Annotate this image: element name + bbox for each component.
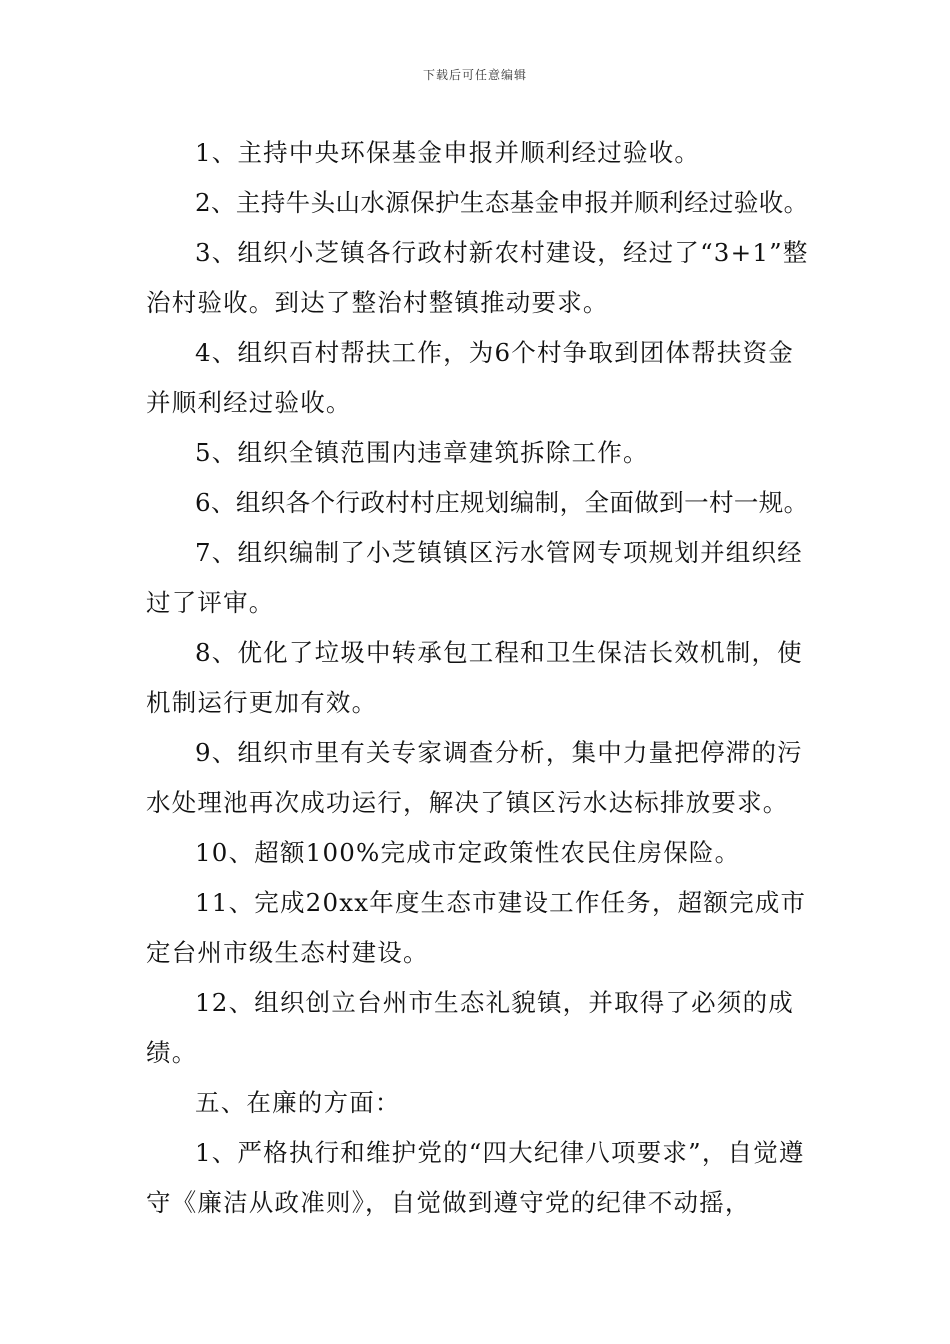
paragraph-item-8: 8、优化了垃圾中转承包工程和卫生保洁长效机制，使机制运行更加有效。 (146, 638, 803, 717)
header-note: 下载后可任意编辑 (422, 68, 527, 82)
paragraph-item-7: 7、组织编制了小芝镇镇区污水管网专项规划并组织经过了评审。 (146, 538, 803, 617)
paragraph-item-5: 5、组织全镇范围内违章建筑拆除工作。 (195, 438, 649, 467)
paragraph-item-9: 9、组织市里有关专家调查分析，集中力量把停滞的污水处理池再次成功运行，解决了镇区污水达标排放要求。 (146, 738, 803, 817)
document-body (146, 128, 814, 1228)
section-heading: 五、在廉的方面： (195, 1088, 401, 1117)
paragraph-item-2: 2、主持牛头山水源保护生态基金申报并顺利经过验收。 (195, 188, 809, 217)
paragraph-item-10: 10、超额100%完成市定政策性农民住房保险。 (195, 838, 741, 867)
paragraph-item-11: 11、完成20xx年度生态市建设工作任务，超额完成市定台州市级生态村建设。 (146, 888, 807, 967)
paragraph-item-4: 4、组织百村帮扶工作，为6个村争取到团体帮扶资金并顺利经过验收。 (146, 338, 794, 417)
paragraph-item-3: 3、组织小芝镇各行政村新农村建设，经过了“3+1”整治村验收。到达了整治村整镇推动要求。 (146, 238, 809, 317)
paragraph-item-12: 12、组织创立台州市生态礼貌镇，并取得了必须的成绩。 (146, 988, 794, 1067)
paragraph-item-13: 1、严格执行和维护党的“四大纪律八项要求”，自觉遵守《廉洁从政准则》，自觉做到遵守党的纪律不动摇， (146, 1138, 805, 1217)
paragraph-item-6: 6、组织各个行政村村庄规划编制，全面做到一村一规。 (195, 488, 809, 517)
paragraph-item-1: 1、主持中央环保基金申报并顺利经过验收。 (195, 138, 701, 167)
